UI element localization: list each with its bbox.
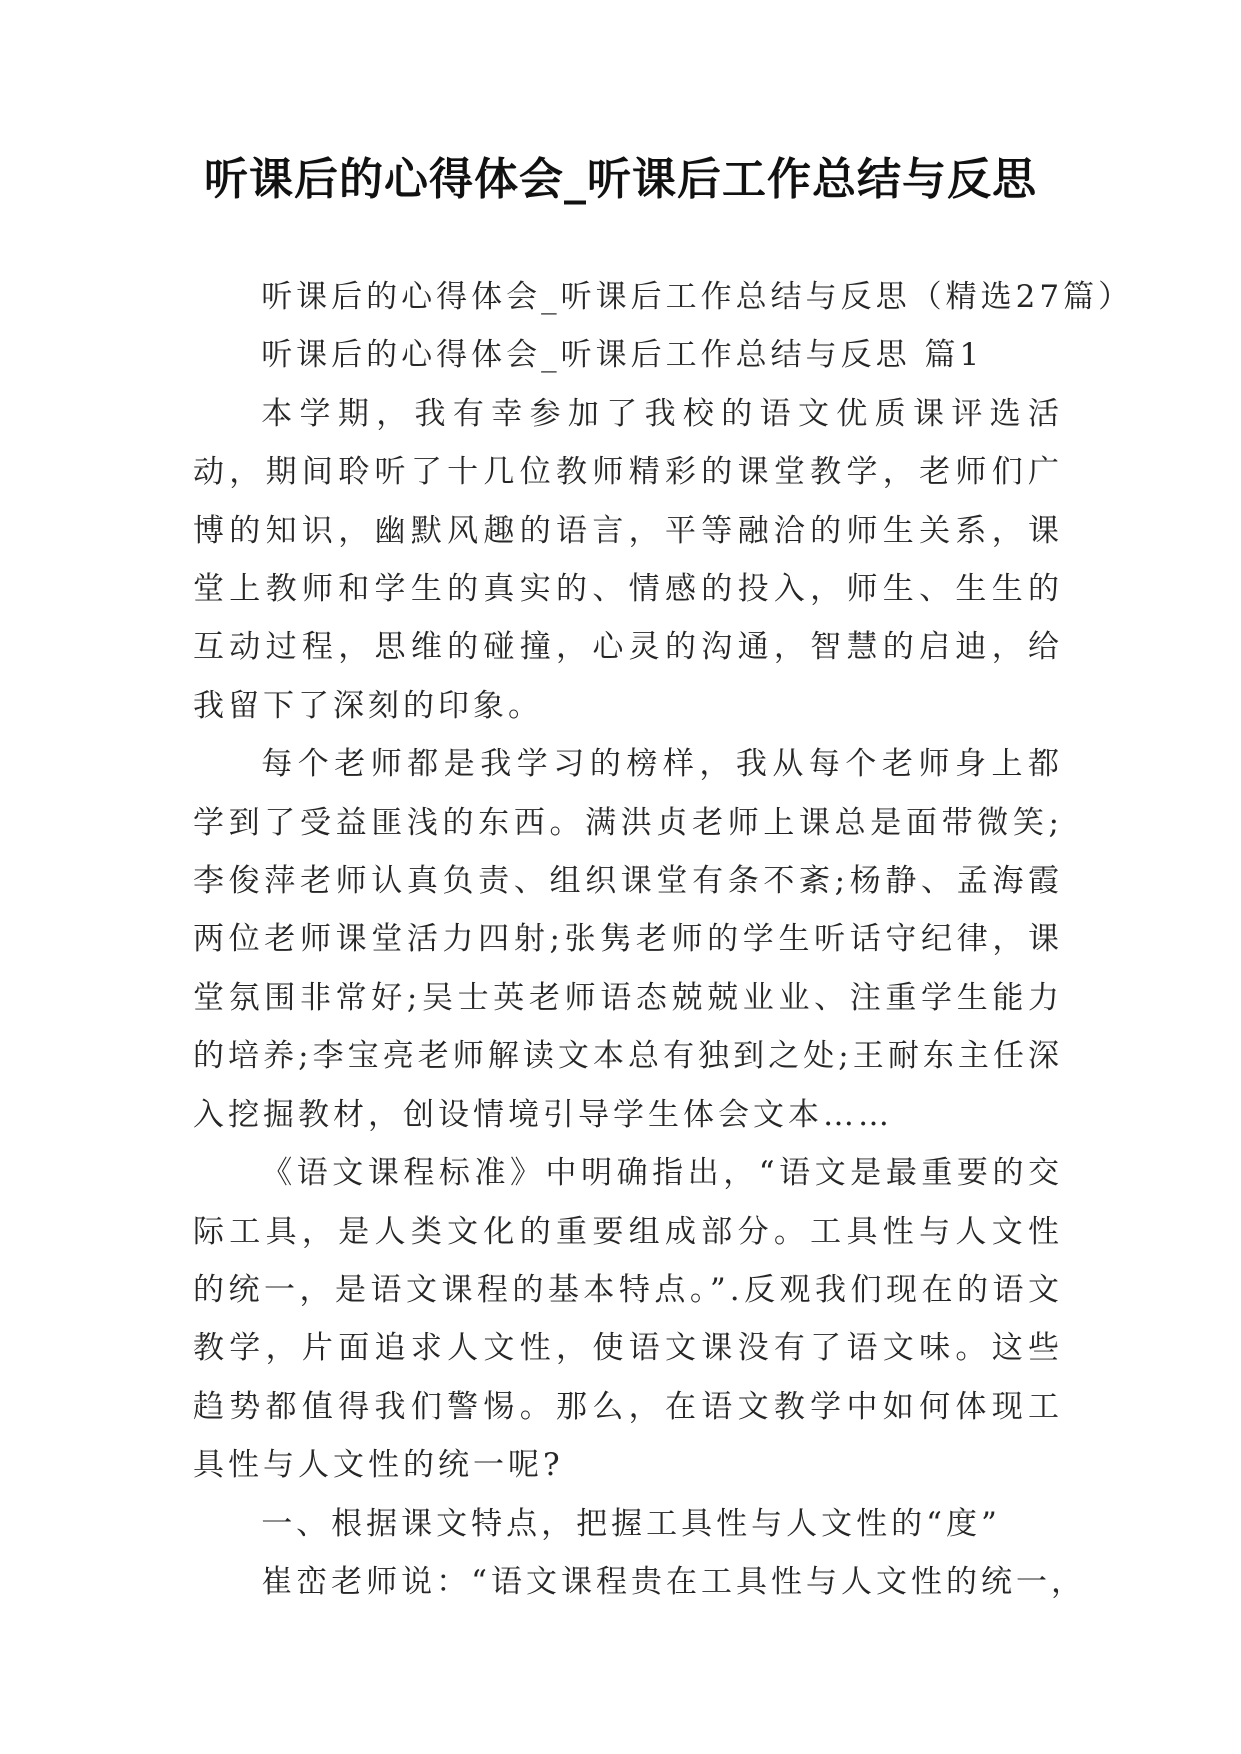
last-line: 崔峦老师说：“语文课程贵在工具性与人文性的统一，	[261, 1563, 1087, 1600]
point-heading: 一、根据课文特点，把握工具性与人文性的“度”	[261, 1505, 1001, 1542]
paragraph-3: 《语文课程标准》中明确指出，“语文是最重要的交际工具，是人类文化的重要组成部分。工具性与人文性的统一，是语文课程的基本特点。”.反观我们现在的语文教学，片面追求人文性，使语文课没有了语文味。这些趋势都值得我们警惕。那么，在语文教学中如何体现工具性与人文性的统一呢?	[193, 1155, 1063, 1484]
paragraph-1: 本学期，我有幸参加了我校的语文优质课评选活动，期间聆听了十几位教师精彩的课堂教学，老师们广博的知识，幽默风趣的语言，平等融洽的师生关系，课堂上教师和学生的真实的、情感的投入，师生、生生的互动过程，思维的碰撞，心灵的沟通，智慧的启迪，给我留下了深刻的印象。	[193, 395, 1063, 724]
document-body	[193, 268, 1134, 1611]
document-title: 听课后的心得体会_听课后工作总结与反思	[204, 154, 1037, 205]
paragraph-2: 每个老师都是我学习的榜样，我从每个老师身上都学到了受益匪浅的东西。满洪贞老师上课总是面带微笑;李俊萍老师认真负责、组织课堂有条不紊;杨静、孟海霞两位老师课堂活力四射;张隽老师的学生听话守纪律，课堂氛围非常好;吴士英老师语态兢兢业业、注重学生能力的培养;李宝亮老师解读文本总有独到之处;王耐东主任深入挖掘教材，创设情境引导学生体会文本……	[193, 746, 1063, 1133]
document-subtitle: 听课后的心得体会_听课后工作总结与反思（精选27篇）	[261, 279, 1134, 315]
section-heading: 听课后的心得体会_听课后工作总结与反思 篇1	[261, 337, 984, 374]
